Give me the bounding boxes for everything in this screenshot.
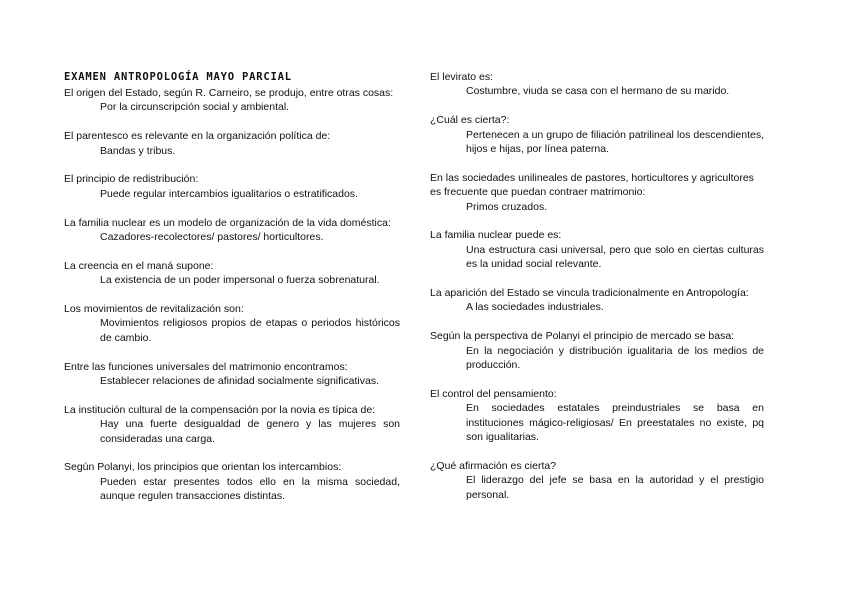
qa-item [430,387,764,445]
qa-item [64,403,400,446]
answer: El liderazgo del jefe se basa en la autoridad y el prestigio personal. [466,474,764,501]
question: La institución cultural de la compensación por la novia es típica de: [64,403,376,416]
qa-item [430,228,764,271]
question: Según la perspectiva de Polanyi el principio de mercado se basa: [430,330,735,343]
qa-item [64,172,400,201]
answer: Bandas y tribus. [100,144,176,157]
answer: Primos cruzados. [466,200,548,213]
qa-item [430,70,764,99]
qa-item [430,286,764,315]
qa-item [430,329,764,372]
answer: A las sociedades industriales. [466,301,604,314]
answer: Una estructura casi universal, pero que solo en ciertas culturas es la unidad social relevante. [466,243,764,271]
qa-item [430,459,764,502]
qa-item [430,171,764,214]
question: ¿Cuál es cierta?: [430,114,510,127]
qa-item [64,216,400,245]
qa-item [430,113,764,156]
answer: Hay una fuerte desigualdad de genero y las mujeres son consideradas una carga. [100,418,400,445]
question: El principio de redistribución: [64,173,199,186]
question: La creencia en el maná supone: [64,259,214,272]
qa-item [64,460,400,503]
question: ¿Qué afirmación es cierta? [430,459,557,472]
question: El levirato es: [430,71,494,83]
question: El parentesco es relevante en la organización política de: [64,130,331,143]
qa-item [64,86,400,115]
question: La familia nuclear puede es: [430,229,562,242]
answer: Establecer relaciones de afinidad socialmente significativas. [100,375,379,388]
answer: La existencia de un poder impersonal o fuerza sobrenatural. [100,274,380,287]
qa-item [64,360,400,389]
answer: Cazadores-recolectores/ pastores/ horticultores. [100,231,324,244]
question: Los movimientos de revitalización son: [64,303,244,316]
answer: En sociedades estatales preindustriales se basa en instituciones mágico-religiosas/ En preestatales no existe, pq son igualitarias. [466,402,764,444]
answer: Por la circunscripción social y ambiental. [100,101,290,114]
answer: Pertenecen a un grupo de filiación patrilineal los descendientes, hijos e hijas, por línea paterna. [466,128,764,156]
question: El control del pensamiento: [430,387,557,400]
answer: Costumbre, viuda se casa con el hermano de su marido. [466,85,730,98]
question: En las sociedades unilineales de pastores, horticultores y agricultores es frecuente que puedan contraer matrimonio: [430,171,754,199]
question: El origen del Estado, según R. Carneiro, se produjo, entre otras cosas: [64,87,394,99]
answer: Movimientos religiosos propios de etapas o periodos históricos de cambio. [100,317,400,344]
answer: Pueden estar presentes todos ello en la misma sociedad, aunque regulen transacciones distintas. [100,475,400,503]
right-column [430,70,764,502]
left-column [64,70,400,504]
question: Según Polanyi, los principios que orientan los intercambios: [64,461,342,474]
qa-item [64,302,400,345]
question: La familia nuclear es un modelo de organización de la vida doméstica: [64,216,391,229]
qa-item [64,129,400,158]
question: Entre las funciones universales del matrimonio encontramos: [64,360,348,373]
answer: Puede regular intercambios igualitarios o estratificados. [100,187,358,200]
answer: En la negociación y distribución igualitaria de los medios de producción. [466,344,764,372]
qa-item [64,259,400,288]
question: La aparición del Estado se vincula tradicionalmente en Antropología: [430,287,749,300]
exam-title: EXAMEN ANTROPOLOGÍA MAYO PARCIAL [64,71,292,83]
